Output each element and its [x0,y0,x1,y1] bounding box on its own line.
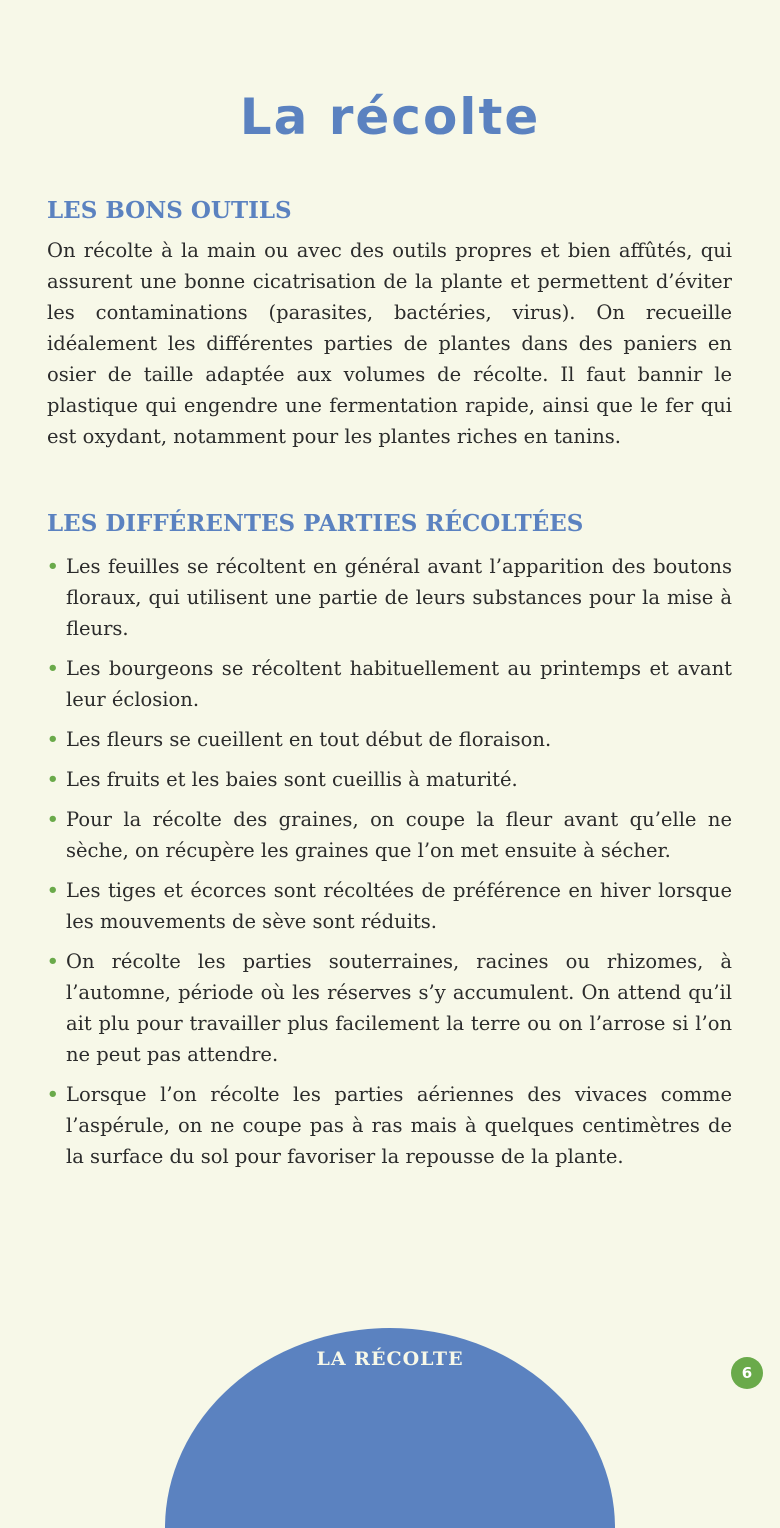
bullet-icon: • [47,658,59,679]
list-item-text: Les fruits et les baies sont cueillis à maturité. [66,768,518,791]
list-item [47,875,732,937]
tools-paragraph: On récolte à la main ou avec des outils propres et bien affûtés, qui assurent une bonne cicatrisation de la plante et permettent d’éviter les contaminations (parasites, bactéries, virus). On recueille idéalement les différentes parties de plantes dans des paniers en osier de taille adaptée aux volumes de récolte. Il faut bannir le plastique qui engendre une fermentation rapide, ainsi que le fer qui est oxydant, notamment pour les plantes riches en tanins. [47,239,732,448]
list-item [47,551,732,644]
bullet-icon: • [47,1084,59,1105]
section-heading-tools: LES BONS OUTILS [47,197,292,224]
list-item [47,653,732,715]
list-item-text: On récolte les parties souterraines, racines ou rhizomes, à l’automne, période où les réserves s’y accumulent. On attend qu’il ait plu pour travailler plus facilement la terre ou on l’arrose si l’on ne peut pas attendre. [66,950,732,1066]
harvest-parts-list [47,551,732,1181]
list-item [47,724,732,755]
list-item [47,1079,732,1172]
bullet-icon: • [47,951,59,972]
bullet-icon: • [47,729,59,750]
bullet-icon: • [47,880,59,901]
page-title: La récolte [239,88,541,146]
list-item [47,804,732,866]
list-item-text: Pour la récolte des graines, on coupe la fleur avant qu’elle ne sèche, on récupère les graines que l’on met ensuite à sécher. [66,808,732,862]
list-item-text: Les bourgeons se récoltent habituellement au printemps et avant leur éclosion. [66,657,732,711]
list-item [47,764,732,795]
list-item-text: Les feuilles se récoltent en général avant l’apparition des boutons floraux, qui utilisent une partie de leurs substances pour la mise à fleurs. [66,555,732,640]
list-item-text: Les tiges et écorces sont récoltées de préférence en hiver lorsque les mouvements de sève sont réduits. [66,879,732,933]
footer-section-label: LA RÉCOLTE [316,1348,464,1370]
list-item [47,946,732,1070]
page-number-badge: 6 [731,1357,763,1389]
list-item-text: Lorsque l’on récolte les parties aériennes des vivaces comme l’aspérule, on ne coupe pas à ras mais à quelques centimètres de la surface du sol pour favoriser la repousse de la plante. [66,1083,732,1168]
bullet-icon: • [47,809,59,830]
section-heading-parts: LES DIFFÉRENTES PARTIES RÉCOLTÉES [47,510,584,537]
bullet-icon: • [47,556,59,577]
list-item-text: Les fleurs se cueillent en tout début de floraison. [66,728,552,751]
bullet-icon: • [47,769,59,790]
